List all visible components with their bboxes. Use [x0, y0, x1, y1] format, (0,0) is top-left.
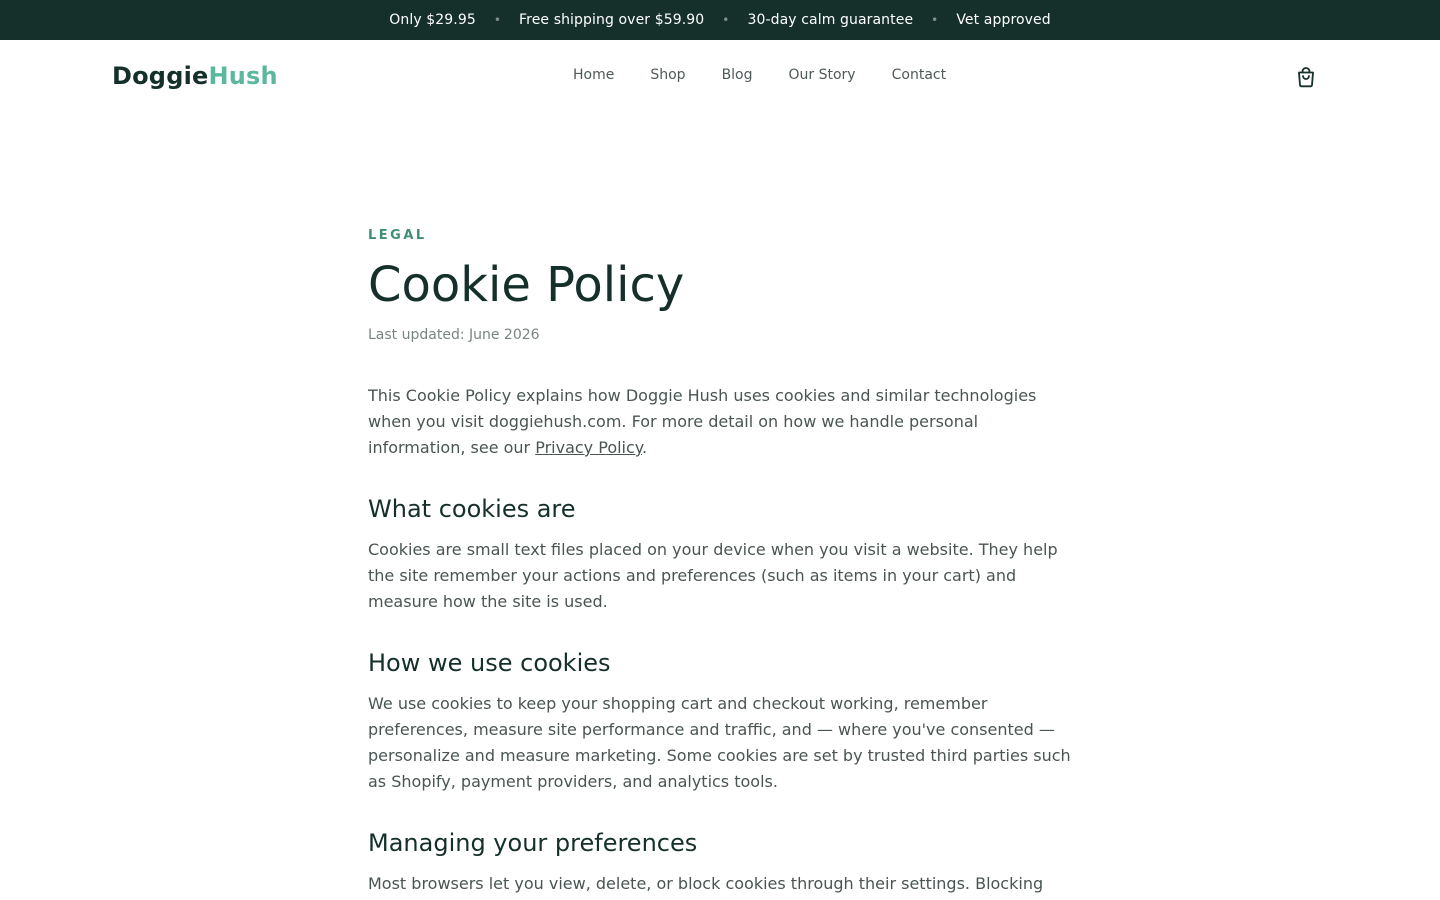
intro-text: This Cookie Policy explains how Doggie Hush uses cookies and similar technologies when you visit doggiehush.com. For more detail on how we handle personal information, see our — [368, 386, 1037, 457]
announcement-bar — [0, 0, 1440, 40]
section-heading-how-we-use: How we use cookies — [368, 649, 611, 677]
privacy-policy-link[interactable]: Privacy Policy — [535, 438, 642, 457]
announcement-separator: • — [722, 13, 730, 27]
eyebrow-label: LEGAL — [368, 228, 427, 243]
main-nav — [573, 67, 946, 83]
section-heading-what-cookies-are: What cookies are — [368, 495, 576, 523]
announcement-separator: • — [493, 13, 502, 27]
announcement-price: Only $29.95 — [389, 12, 476, 28]
announcement-shipping: Free shipping over $59.90 — [519, 12, 705, 28]
last-updated: Last updated: June 2026 — [368, 327, 540, 343]
nav-contact[interactable]: Contact — [891, 67, 947, 83]
section-body-managing-preferences: Most browsers let you view, delete, or block cookies through their settings. Blocking — [368, 874, 1044, 893]
logo-part-doggie: Doggie — [112, 62, 209, 90]
nav-our-story[interactable]: Our Story — [788, 67, 856, 83]
nav-shop[interactable]: Shop — [650, 67, 686, 83]
page-title: Cookie Policy — [368, 257, 685, 313]
section-body-how-we-use: We use cookies to keep your shopping cart and checkout working, remember preferences, measure site performance and traffic, and — where you've consented — personalize and measure marketing. Some cookies are set by trusted third parties such as Shopify, payment providers, and analytics tools. — [368, 694, 1071, 791]
nav-home[interactable]: Home — [573, 67, 615, 83]
site-logo[interactable] — [112, 62, 278, 90]
section-body-what-cookies-are: Cookies are small text files placed on your device when you visit a website. They help the site remember your actions and preferences (such as items in your cart) and measure how the site is used. — [368, 540, 1058, 611]
logo-part-hush: Hush — [208, 62, 278, 90]
section-heading-managing-preferences: Managing your preferences — [368, 829, 698, 857]
intro-paragraph — [368, 383, 1080, 461]
site-header — [0, 40, 1440, 112]
nav-blog[interactable]: Blog — [721, 67, 753, 83]
announcement-separator: • — [931, 13, 939, 27]
shopping-bag-icon — [1294, 65, 1318, 89]
cart-button[interactable] — [1294, 65, 1318, 89]
policy-content — [368, 228, 1080, 897]
intro-period: . — [641, 438, 648, 457]
announcement-guarantee: 30-day calm guarantee — [747, 12, 914, 28]
announcement-vet: Vet approved — [956, 12, 1051, 28]
